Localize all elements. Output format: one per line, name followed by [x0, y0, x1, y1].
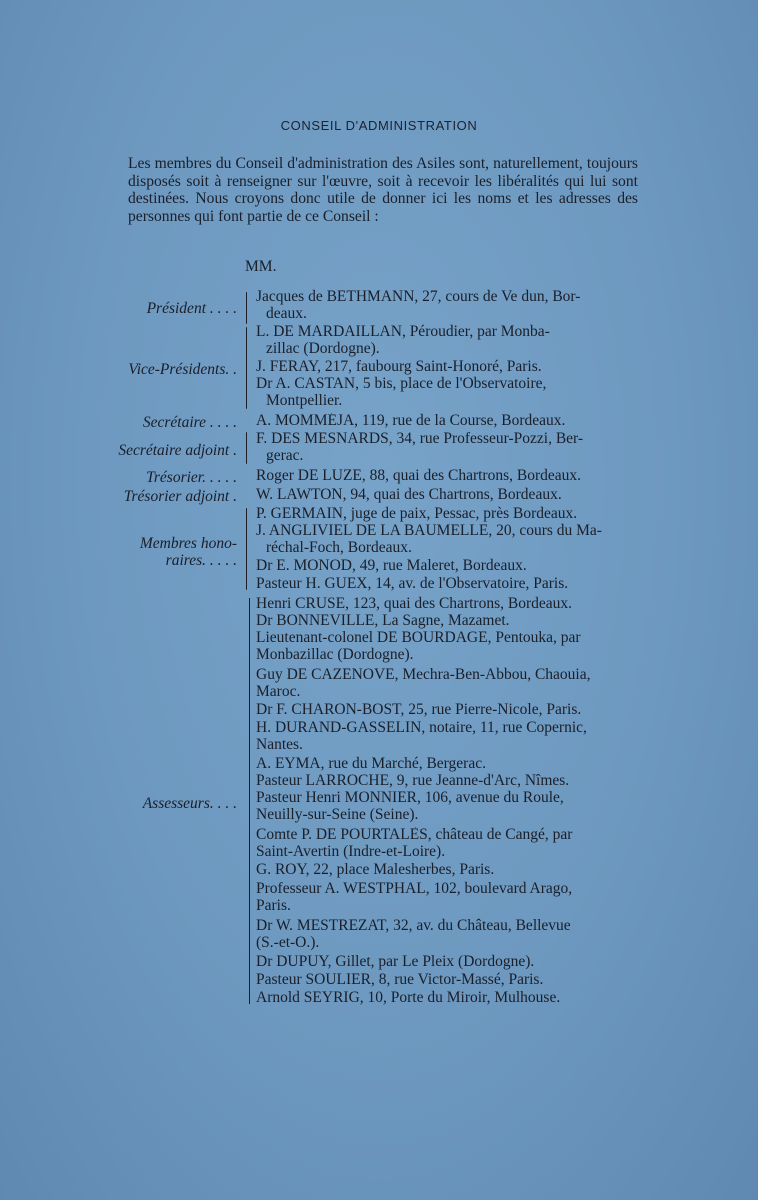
- entry-a7-line1: A. EYMA, rue du Marché, Bergerac.: [256, 756, 486, 772]
- entry-a9-line1: Pasteur Henri MONNIER, 106, avenue du Roule,: [256, 790, 564, 806]
- entry-hon3-line1: Dr E. MONOD, 49, rue Maleret, Bordeaux.: [256, 558, 527, 574]
- entry-president-line1: Jacques de BETHMANN, 27, cours de Ve dun, Bor-: [256, 289, 581, 305]
- entry-tresorier-line1: Roger DE LUZE, 88, quai des Chartrons, Bordeaux.: [256, 468, 582, 484]
- entry-hon1-line1: P. GERMAIN, juge de paix, Pessac, près Bordeaux.: [256, 506, 578, 522]
- entry-a3-line2: Monbazillac (Dordogne).: [256, 645, 414, 663]
- entry-assesseur-13: [256, 918, 642, 951]
- entry-hon4-line1: Pasteur H. GUEX, 14, av. de l'Observatoire, Paris.: [256, 576, 569, 592]
- entry-assesseur-5: [256, 702, 642, 719]
- entry-a3-line1: Lieutenant-colonel DE BOURDAGE, Pentouka, par: [256, 630, 581, 646]
- entry-a15-line1: Pasteur SOULIER, 8, rue Victor-Massé, Paris.: [256, 972, 544, 988]
- mm-label: MM.: [245, 258, 277, 275]
- intro-paragraph: Les membres du Conseil d'administration des Asiles sont, naturellement, toujours disposés soit à renseigner sur l'œuvre, soit à recevoir les libéralités qui lui sont destinées. Nous croyons donc utile de donner ici les noms et les adresses des personnes qui font partie de ce Conseil :: [128, 155, 638, 225]
- brace-assesseurs: [249, 598, 250, 1004]
- entry-membre-honoraire-3: [256, 558, 642, 575]
- brace-president: [246, 292, 247, 324]
- brace-secretaire-adjoint: [246, 432, 247, 464]
- entry-assesseur-10: [256, 827, 642, 860]
- entry-tresorier-adjoint: [256, 487, 642, 504]
- entry-assesseur-6: [256, 720, 642, 753]
- entry-vice-president-1: [256, 324, 642, 357]
- entry-a11-line1: G. ROY, 22, place Malesherbes, Paris.: [256, 862, 495, 878]
- entry-assesseur-15: [256, 972, 642, 989]
- entry-a6-line2: Nantes.: [256, 735, 303, 753]
- entry-assesseur-3: [256, 630, 642, 663]
- entry-secretaire: [256, 413, 642, 430]
- entry-secretaire-adjoint-line2: gerac.: [266, 446, 304, 464]
- entry-vp1-line2: zillac (Dordogne).: [266, 339, 380, 357]
- role-vice-presidents: Vice-Présidents. .: [128, 361, 237, 378]
- entry-assesseur-1: [256, 596, 642, 613]
- entry-assesseur-9: [256, 790, 642, 823]
- entry-membre-honoraire-1: [256, 506, 642, 523]
- entry-a12-line1: Professeur A. WESTPHAL, 102, boulevard Arago,: [256, 881, 573, 897]
- entry-a12-line2: Paris.: [256, 896, 291, 914]
- entry-hon2-line2: réchal-Foch, Bordeaux.: [266, 538, 412, 556]
- entry-a10-line2: Saint-Avertin (Indre-et-Loire).: [256, 842, 446, 860]
- entry-hon2-line1: J. ANGLIVIEL DE LA BAUMELLE, 20, cours du Ma-: [256, 523, 602, 539]
- entry-vice-president-3: [256, 376, 642, 409]
- entry-a1-line1: Henri CRUSE, 123, quai des Chartrons, Bordeaux.: [256, 596, 572, 612]
- role-secretaire-adjoint: Secrétaire adjoint .: [118, 442, 237, 459]
- role-membres-honoraires-line1: Membres hono-: [139, 535, 237, 552]
- entry-assesseur-2: [256, 613, 642, 630]
- entry-assesseur-7: [256, 756, 642, 773]
- role-secretaire: Secrétaire . . . .: [142, 414, 237, 431]
- entry-vice-president-2: [256, 359, 642, 376]
- entry-membre-honoraire-4: [256, 576, 642, 593]
- brace-membres-honoraires: [246, 508, 247, 590]
- entry-a8-line1: Pasteur LARROCHE, 9, rue Jeanne-d'Arc, Nîmes.: [256, 773, 570, 789]
- entry-assesseur-8: [256, 773, 642, 790]
- entry-a14-line1: Dr DUPUY, Gillet, par Le Pleix (Dordogne).: [256, 954, 535, 970]
- entry-tresorier: [256, 468, 642, 485]
- role-tresorier: Trésorier. . . . .: [146, 469, 237, 486]
- entry-president: [256, 289, 642, 322]
- role-tresorier-adjoint: Trésorier adjoint .: [123, 488, 237, 505]
- entry-secretaire-line1: A. MOMMÉJA, 119, rue de la Course, Bordeaux.: [256, 413, 566, 429]
- entry-a13-line2: (S.-et-O.).: [256, 933, 320, 951]
- entry-vp1-line1: L. DE MARDAILLAN, Péroudier, par Monba-: [256, 324, 550, 340]
- entry-secretaire-adjoint-line1: F. DES MESNARDS, 34, rue Professeur-Pozzi, Ber-: [256, 431, 584, 447]
- entry-a13-line1: Dr W. MESTREZAT, 32, av. du Château, Bellevue: [256, 918, 571, 934]
- page-title: CONSEIL D'ADMINISTRATION: [280, 118, 478, 133]
- role-assesseurs: Assesseurs. . . .: [142, 795, 237, 812]
- entry-a5-line1: Dr F. CHARON-BOST, 25, rue Pierre-Nicole, Paris.: [256, 702, 582, 718]
- entry-a2-line1: Dr BONNEVILLE, La Sagne, Mazamet.: [256, 613, 510, 629]
- entry-a9-line2: Neuilly-sur-Seine (Seine).: [256, 805, 419, 823]
- entry-a16-line1: Arnold SEYRIG, 10, Porte du Miroir, Mulhouse.: [256, 990, 561, 1006]
- entry-vp2-line1: J. FERAY, 217, faubourg Saint-Honoré, Paris.: [256, 359, 542, 375]
- role-president: Président . . . .: [146, 300, 237, 317]
- entry-assesseur-12: [256, 881, 642, 914]
- entry-a6-line1: H. DURAND-GASSELIN, notaire, 11, rue Copernic,: [256, 720, 587, 736]
- entry-membre-honoraire-2: [256, 523, 642, 556]
- entry-vp3-line1: Dr A. CASTAN, 5 bis, place de l'Observatoire,: [256, 376, 547, 392]
- entry-secretaire-adjoint: [256, 431, 642, 464]
- entry-assesseur-11: [256, 862, 642, 879]
- entry-assesseur-16: [256, 990, 642, 1007]
- brace-vice-presidents: [246, 327, 247, 409]
- entry-president-line2: deaux.: [266, 304, 307, 322]
- entry-a4-line2: Maroc.: [256, 682, 301, 700]
- entry-assesseur-4: [256, 667, 642, 700]
- entry-a4-line1: Guy DE CAZENOVE, Mechra-Ben-Abbou, Chaouia,: [256, 667, 591, 683]
- role-membres-honoraires-line2: raires. . . . .: [165, 552, 237, 569]
- entry-vp3-line2: Montpellier.: [266, 391, 343, 409]
- entry-a10-line1: Comte P. DE POURTALÈS, château de Cangé, par: [256, 827, 573, 843]
- entry-tresorier-adjoint-line1: W. LAWTON, 94, quai des Chartrons, Bordeaux.: [256, 487, 562, 503]
- entry-assesseur-14: [256, 954, 642, 971]
